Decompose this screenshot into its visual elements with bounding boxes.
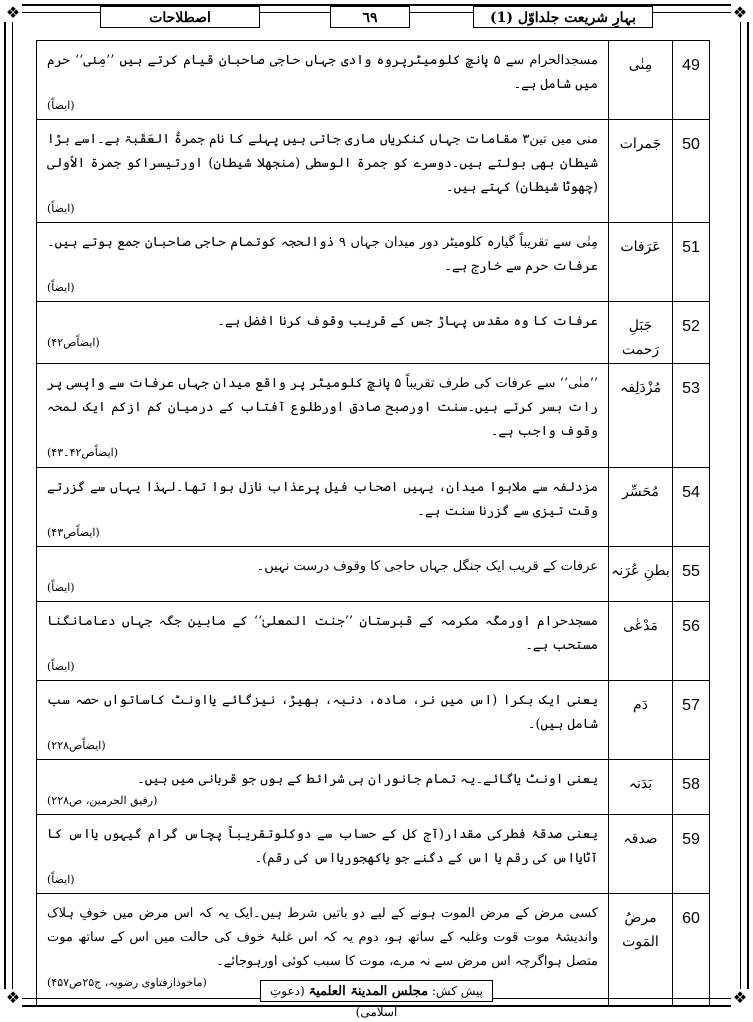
reference-citation: (ایضاً) — [47, 660, 75, 673]
row-term: مِنٰی — [609, 41, 673, 120]
description-text: یعنی ایک بکرا (اس میں نر، مادہ، دنبہ، بھیڑ، نیزگائے یااونٹ کاساتواں حصہ سب شامل ہیں)۔ — [47, 693, 598, 732]
row-number: 52 — [673, 302, 710, 364]
row-term: عَرَفات — [609, 223, 673, 302]
reference-citation: (ایضاً) — [47, 202, 75, 215]
row-number: 59 — [673, 815, 710, 894]
row-description — [37, 602, 609, 681]
row-description — [37, 547, 609, 602]
row-number: 51 — [673, 223, 710, 302]
description-text: مزدلفہ سے ملاہوا میدان، یہیں اصحاب فیل پرعذاب نازل ہوا تھا۔لہذا یہاں سے گزرتے وقت تیزی سے گزرنا سنت ہے۔ — [47, 480, 598, 519]
table-row — [37, 41, 710, 120]
table-row — [37, 223, 710, 302]
page-number: ٦٩ — [330, 6, 410, 28]
row-number: 56 — [673, 602, 710, 681]
row-number: 54 — [673, 468, 710, 547]
footer-org: مجلس المدینۃ العلمیۃ — [308, 984, 429, 999]
table-row — [37, 815, 710, 894]
row-term: مُزْدَلِفہ — [609, 364, 673, 468]
row-description — [37, 815, 609, 894]
row-number: 60 — [673, 894, 710, 1006]
table-row — [37, 602, 710, 681]
table-row — [37, 547, 710, 602]
row-number: 55 — [673, 547, 710, 602]
row-description — [37, 760, 609, 815]
reference-citation: (ایضاًص۴۲) — [47, 336, 100, 349]
row-description — [37, 681, 609, 760]
description-text: عرفات کا وہ مقدس پہاڑ جس کے قریب وقوف کرنا افضل ہے۔ — [217, 314, 598, 329]
row-term: بَدَنہ — [609, 760, 673, 815]
reference-citation: (ماخوذازفتاوی رضویہ، ج۲۵ص۴۵۷) — [47, 976, 207, 989]
reference-citation: (ایضاً) — [47, 581, 75, 594]
description-text: ’’منٰی‘‘ سے عرفات کی طرف تقریباً ۵ پانچ کلومیٹر پر واقع میدان جہاں عرفات سے واپسی پر رات بسر کرتے ہیں۔سنت اورصبح صادق اورطلوع آفتاب کے درمیان کم ازکم ایک لمحہ وقوف واجب ہے۔ — [47, 376, 598, 439]
description-text: یعنی صدقۂ فطرکی مقدار(آج کل کے حساب سے دوکلوتقریباً پچاس گرام گیہوں یااس کا آٹایااس کی رقم یا اس کے دگنے جو یاکھجوریااس کی رقم)۔ — [47, 827, 598, 866]
description-text: مسجدحرام اورمکّہ مکرمہ کے قبرستان ’’جنت المعلیٰ‘‘ کے مابین جگہ جہاں دعامانگنا مستحب ہے۔ — [47, 614, 598, 653]
reference-citation: (ایضاًص۴۳) — [47, 526, 100, 539]
reference-citation: (ایضاً) — [47, 281, 75, 294]
description-text: مِنٰی سے تقریباً گیارہ کلومیٹر دور میدان جہاں ۹ ذوالحجہ کوتمام حاجی صاحبان جمع ہوتے ہیں۔عرفات حرم سے خارج ہے۔ — [47, 235, 598, 274]
corner-ornament-icon: ❖ — [732, 3, 748, 22]
row-description — [37, 468, 609, 547]
row-description — [37, 364, 609, 468]
row-term: مُحَسِّر — [609, 468, 673, 547]
table-row — [37, 468, 710, 547]
table-row — [37, 302, 710, 364]
corner-ornament-icon: ❖ — [5, 3, 21, 22]
corner-ornament-icon: ❖ — [5, 988, 21, 1007]
page-footer — [260, 980, 493, 1019]
row-description — [37, 41, 609, 120]
section-title: اصطلاحات — [100, 6, 260, 28]
row-description — [37, 223, 609, 302]
reference-citation: (ایضاً) — [47, 873, 75, 886]
row-description — [37, 120, 609, 223]
row-number: 50 — [673, 120, 710, 223]
row-term: جَبَلِ رَحمت — [609, 302, 673, 364]
row-number: 58 — [673, 760, 710, 815]
row-number: 53 — [673, 364, 710, 468]
reference-citation: (رفیق الحرمین، ص۲۲۸) — [47, 794, 158, 807]
row-term: صدقہ — [609, 815, 673, 894]
glossary-table — [36, 40, 710, 1006]
row-term: مرضُ المَوت — [609, 894, 673, 1006]
footer-prefix: پیش کش: — [431, 984, 484, 998]
description-text: یعنی اونٹ یاگائے۔یہ تمام جانوران ہی شرائط کے ہوں جو قربانی میں ہیں۔ — [137, 772, 598, 787]
row-number: 57 — [673, 681, 710, 760]
table-row — [37, 364, 710, 468]
table-row — [37, 681, 710, 760]
reference-citation: (ایضاًص۲۲۸) — [47, 739, 106, 752]
page-header — [100, 6, 653, 30]
description-text: عرفات کے قریب ایک جنگل جہاں حاجی کا وقوف درست نہیں۔ — [256, 559, 598, 574]
row-description — [37, 302, 609, 364]
corner-ornament-icon: ❖ — [732, 988, 748, 1007]
description-text: کسی مرض کے مرض الموت ہونے کے لیے دو باتیں شرط ہیں۔ایک یہ کہ اس مرض میں خوفِ ہلاک واندیشۂ موت قوت وغلبہ کے ساتھ ہو، دوم یہ کہ اس غلبۂ خوف کی حالت میں اس کے ساتھ موت متصل ہواگرچہ اس مرض سے نہ مرے، موت کا سبب کوئی اورہوجائے۔ — [47, 906, 598, 969]
reference-citation: (ایضاًص۴۲۔۴۳) — [47, 446, 119, 459]
row-term: جَمرات — [609, 120, 673, 223]
table-row — [37, 760, 710, 815]
table-row — [37, 120, 710, 223]
row-term: دَم — [609, 681, 673, 760]
row-number: 49 — [673, 41, 710, 120]
description-text: منی میں تین۳ مقامات جہاں کنکریاں ماری جاتی ہیں پہلے کا نام جمرۃُ العَقَبۃ ہے۔اسے بڑا شیطان بھی بولتے ہیں۔دوسرے کو جمرۃ الوسطی (منجھلا شیطان) اورتیسراکو جمرۃ الاُولی (چھوٹا شیطان) کہتے ہیں۔ — [47, 132, 598, 195]
reference-citation: (ایضاً) — [47, 99, 75, 112]
row-term: مَدْعٰی — [609, 602, 673, 681]
footer-suffix: (دعوتِ اسلامی) — [269, 984, 398, 1019]
book-title: بہارِ شریعت جلداوّل (1) — [473, 6, 653, 28]
description-text: مسجدالحرام سے ۵ پانچ کلومیٹرپروہ وادی جہاں حاجی صاحبان قیام کرتے ہیں ’’مِنٰی‘‘ حرم میں شامل ہے۔ — [47, 53, 598, 92]
row-term: بطنِ عُرَنہ — [609, 547, 673, 602]
